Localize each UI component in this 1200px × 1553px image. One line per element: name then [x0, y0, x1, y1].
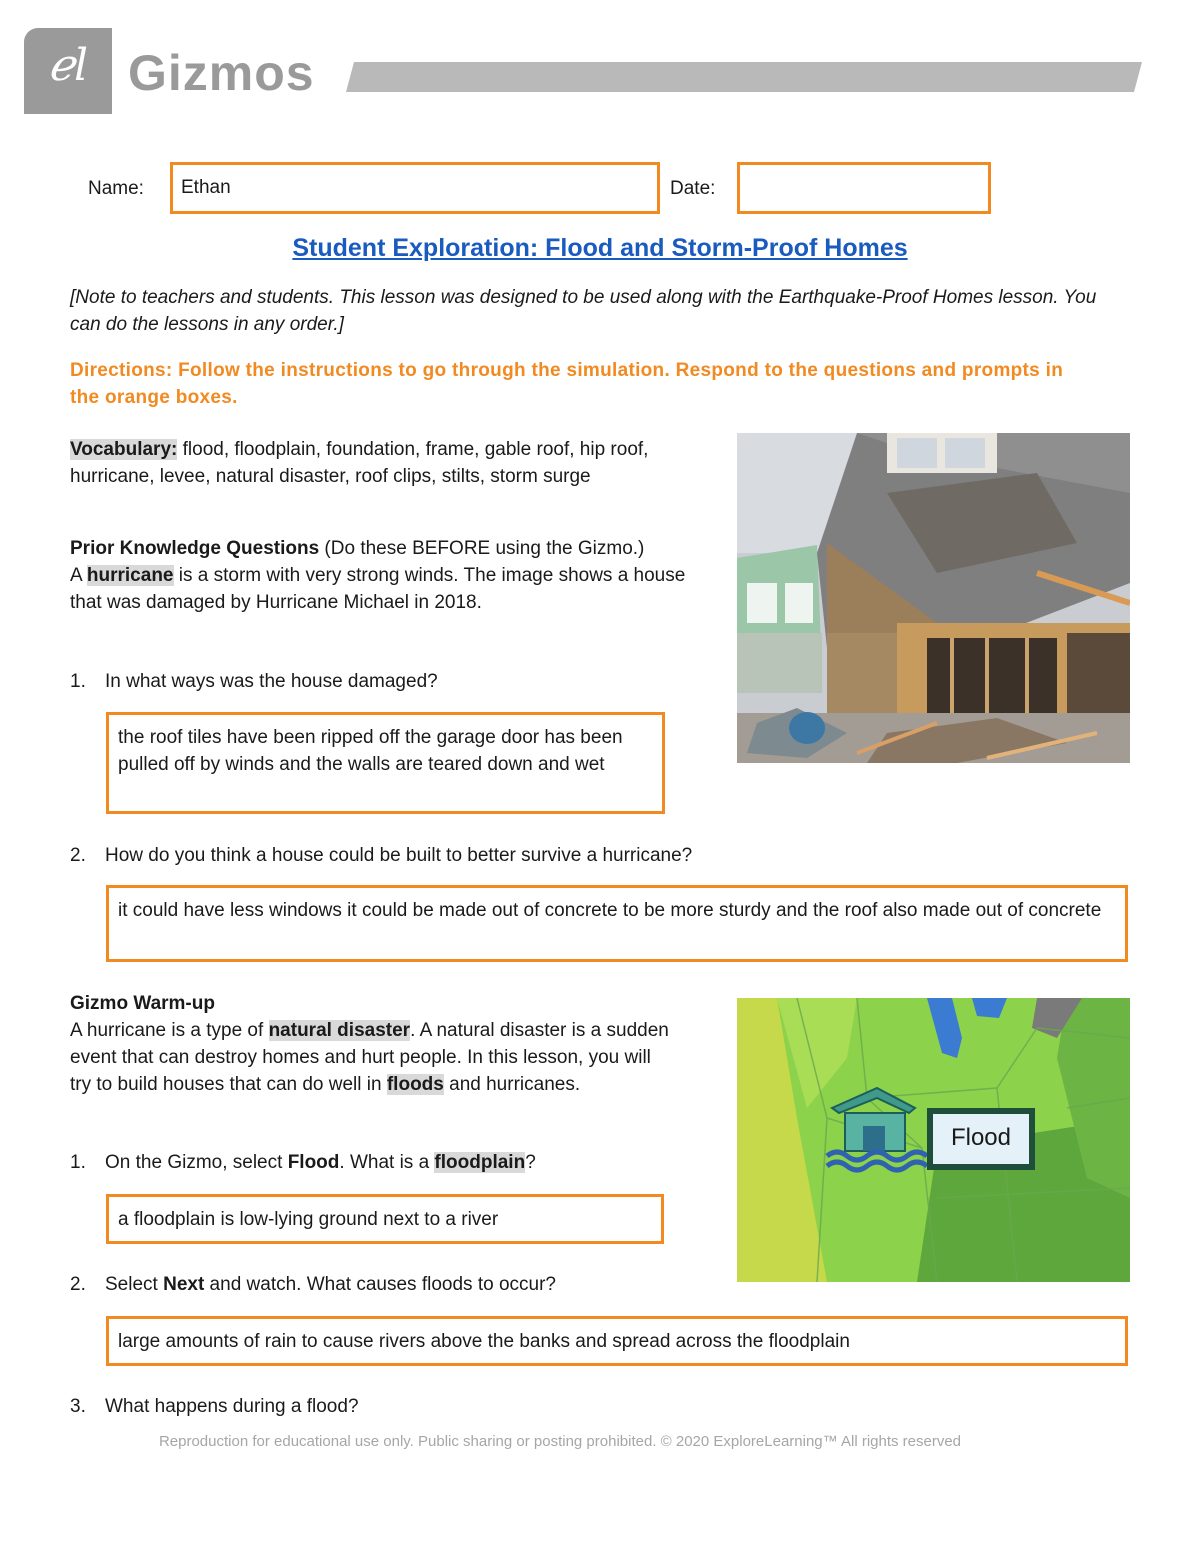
- prior-q1-answer[interactable]: the roof tiles have been ripped off the garage door has been pulled off by winds and the walls are teared down and wet: [106, 712, 665, 814]
- name-field[interactable]: Ethan: [170, 162, 660, 214]
- warmup-q3-text: What happens during a flood?: [105, 1396, 359, 1417]
- warmup-q1-e: ?: [525, 1152, 536, 1173]
- warmup-p-c: and hurricanes.: [443, 1074, 581, 1095]
- prior-q1-text: In what ways was the house damaged?: [105, 671, 438, 692]
- prior-q2-number: 2.: [70, 845, 86, 866]
- vocabulary-label: Vocabulary:: [70, 439, 178, 460]
- warmup-q2-c: and watch. What causes floods to occur?: [204, 1274, 556, 1295]
- warmup-q1-a: On the Gizmo, select: [105, 1152, 288, 1173]
- prior-q2-text: How do you think a house could be built to better survive a hurricane?: [105, 845, 693, 866]
- footer-copyright: Reproduction for educational use only. Public sharing or posting prohibited. © 2020 ExploreLearning™ All rights reserved: [158, 1433, 962, 1450]
- damaged-house-photo: [737, 433, 1130, 763]
- logo-glyph: ℯl: [47, 40, 89, 91]
- prior-knowledge-note: (Do these BEFORE using the Gizmo.): [319, 538, 645, 559]
- warmup-q1-c: . What is a: [339, 1152, 435, 1173]
- date-label: Date:: [670, 178, 716, 199]
- explorelearning-logo: [24, 28, 112, 114]
- warmup-q1-number: 1.: [70, 1152, 86, 1173]
- term-natural-disaster: natural disaster: [268, 1020, 411, 1041]
- warmup-q1-flood: Flood: [287, 1152, 340, 1173]
- prior-intro-b: is a storm with very strong winds. The image shows a house that was damaged by Hurricane Michael in 2018.: [70, 565, 686, 613]
- warmup-q2-a: Select: [105, 1274, 164, 1295]
- prior-intro-a: A: [70, 565, 87, 586]
- prior-q2-answer[interactable]: it could have less windows it could be made out of concrete to be more sturdy and the roof also made out of concrete: [106, 885, 1128, 962]
- warmup-heading: Gizmo Warm-up: [70, 993, 215, 1014]
- flood-map-image: [737, 998, 1130, 1282]
- prior-knowledge-section: [70, 535, 710, 616]
- warmup-q2-number: 2.: [70, 1274, 86, 1295]
- vocabulary-terms: flood, floodplain, foundation, frame, gable roof, hip roof, hurricane, levee, natural disaster, roof clips, stilts, storm surge: [70, 439, 649, 487]
- flood-map-label: Flood: [950, 1124, 1012, 1151]
- directions: Directions: Follow the instructions to go through the simulation. Respond to the questions and prompts in the orange boxes.: [70, 360, 1064, 408]
- term-floodplain: floodplain: [434, 1152, 526, 1173]
- date-field[interactable]: [737, 162, 991, 214]
- name-label: Name:: [88, 178, 144, 199]
- warmup-q1-text: [105, 1149, 536, 1176]
- warmup-q2-next: Next: [163, 1274, 205, 1295]
- prior-knowledge-heading: Prior Knowledge Questions: [70, 538, 320, 559]
- warmup-q2-answer[interactable]: large amounts of rain to cause rivers above the banks and spread across the floodplain: [106, 1316, 1128, 1366]
- prior-q1-number: 1.: [70, 671, 86, 692]
- teacher-note: [Note to teachers and students. This lesson was designed to be used along with the Earthquake-Proof Homes lesson. You can do the lessons in any order.]: [70, 287, 1097, 335]
- warmup-section: [70, 990, 670, 1098]
- warmup-q3-number: 3.: [70, 1396, 86, 1417]
- header-bar: [346, 62, 1142, 92]
- term-hurricane: hurricane: [86, 565, 174, 586]
- warmup-q2-text: [105, 1271, 556, 1298]
- warmup-q1-answer[interactable]: a floodplain is low-lying ground next to a river: [106, 1194, 664, 1244]
- gizmos-brand: Gizmos: [128, 45, 315, 101]
- warmup-p-a: A hurricane is a type of: [70, 1020, 269, 1041]
- warmup-p-b: . A natural disaster is a sudden event that can destroy homes and hurt people. In this lesson, you will try to build houses that can do well in: [70, 1020, 669, 1095]
- page-title: Student Exploration: Flood and Storm-Proof Homes: [292, 234, 908, 262]
- vocabulary: [70, 436, 720, 490]
- term-floods: floods: [386, 1074, 444, 1095]
